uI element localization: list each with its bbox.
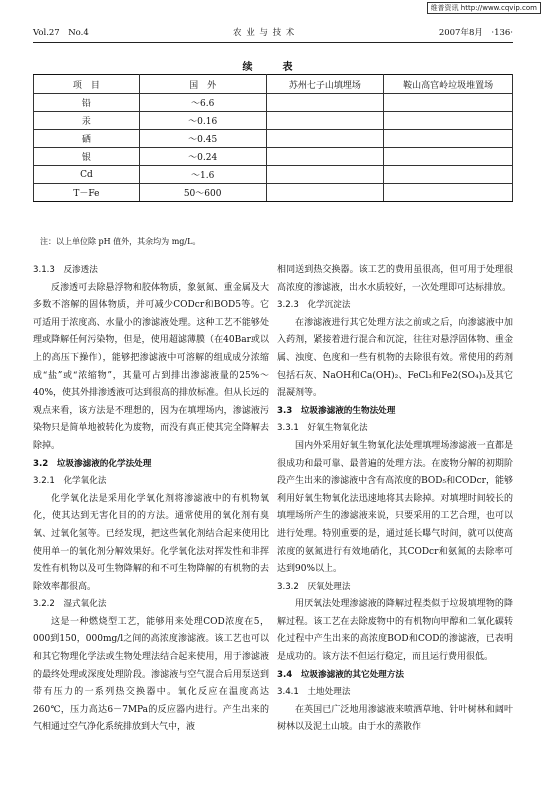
cell	[384, 112, 513, 130]
table-note: 注：以上单位除 pH 值外，其余均为 mg/L。	[40, 237, 201, 246]
table-row	[34, 166, 513, 184]
heading-3-1-3: 3.1.3 反渗透法	[33, 265, 98, 275]
heading-3-2-3: 3.2.3 化学沉淀法	[277, 300, 351, 311]
cell	[384, 130, 513, 148]
heading-3-4: 3.4 垃圾渗滤液的其它处理方法	[277, 669, 404, 680]
table-row	[34, 148, 513, 166]
cell: 铅	[34, 94, 140, 112]
cell: T－Fe	[34, 184, 140, 202]
right-column	[277, 262, 513, 737]
col-anshan: 鞍山高官岭垃圾堆置场	[384, 75, 513, 94]
heading-3-3-1: 3.3.1 好氧生物氧化法	[277, 423, 368, 434]
cell	[266, 94, 384, 112]
volume-label: Vol.27 No.4	[33, 28, 89, 38]
left-column	[33, 262, 269, 737]
paragraph-continued: 相同送到热交换器。该工艺的费用虽很高，但可用于处理很高浓度的渗滤液，出水水质较好，一次处理即可达标排放。	[277, 265, 513, 293]
table-row	[34, 112, 513, 130]
heading-3-2: 3.2 垃圾渗滤液的化学法处理	[33, 458, 152, 469]
cell	[266, 148, 384, 166]
cell: 汞	[34, 112, 140, 130]
heading-3-3: 3.3 垃圾渗滤液的生物法处理	[277, 405, 396, 416]
col-item: 项 目	[34, 75, 140, 94]
paragraph-reverse-osmosis: 反渗透可去除悬浮物和胶体物质，象氨氮、重金属及大多数不溶解的固体物质，并可减少CODcr和BOD5等。它可适用于浓度高、水量小的渗滤液处理。这种工艺不能够处理或降解任何污染物，但是，使用超滤薄膜（在40Bar或以上的高压下操作），能够把渗滤液中可溶解的组成成分浓缩成“盐”或“浓缩物”，其量可占到排出渗滤液量的25%～40%，使其外排渗透液可达到很高的排放标准。但从长远的观点来看，该方法是不理想的，因为在填埋场内，渗滤液污染物只是简单地被转化为废物，而没有真正使其完全降解去除掉。	[33, 282, 270, 451]
heading-3-3-2: 3.3.2 厌氧处理法	[277, 581, 351, 592]
cell	[266, 184, 384, 202]
cell: 银	[34, 148, 140, 166]
cell	[384, 94, 513, 112]
date-page-label: 2007年8月 ·136·	[438, 28, 513, 38]
paragraph-chemical-oxidation: 化学氧化法是采用化学氧化剂将渗滤液中的有机物氧化，使其达到无害化目的的方法。通常使用的氧化剂有臭氧、过氧化氢等。已经发现，把这些氧化剂结合起来使用比使用单一的氧化剂分解效果好。化学氧化法对挥发性和非挥发性有机物以及可生物降解的和不可生物降解的有机物的去除效率都很高。	[33, 493, 269, 592]
cell: ～1.6	[139, 166, 266, 184]
paragraph-anaerobic: 用厌氧法处理渗滤液的降解过程类似于垃圾填埋物的降解过程。该工艺在去除废物中的有机物向甲醇和二氧化碳转化过程中产生出来的高浓度BOD和COD的渗滤液，已表明是成功的。该方法不但运行稳定，而且运行费用很低。	[277, 599, 513, 663]
paragraph-chemical-precipitation: 在渗滤液进行其它处理方法之前或之后，向渗滤液中加入药剂，紧接着进行混合和沉淀，往往对悬浮固体物、重金属、浊度、色度和一些有机物的去除很有效。常使用的药剂包括石灰、NaOH和Ca(OH)₂、FeCl₃和Fe2(SO₄)₃及其它混凝剂等。	[277, 317, 513, 399]
cell: ～0.16	[139, 112, 266, 130]
heading-3-4-1: 3.4.1 土地处理法	[277, 687, 351, 698]
paragraph-aerobic: 国内外采用好氧生物氧化法处理填埋场渗滤液一直都是很成功和最可靠、最普遍的处理方法。在废物分解的初期阶段产生出来的渗滤液中含有高浓度的BOD₅和CODcr，能够利用好氧生物氧化法迅速地将其去除掉。对填埋时间较长的填埋场所产生的渗滤液来说，只要采用的工艺合理，也可以进行处理。特别重要的是，通过延长曝气时间，就可以使高浓度的氨氮进行有效地硝化，其CODcr和氨氮的去除率可达到90%以上。	[277, 440, 513, 575]
cell: 硒	[34, 130, 140, 148]
cell: Cd	[34, 166, 140, 184]
journal-title: 农 业 与 技 术	[233, 28, 296, 38]
heading-3-2-2: 3.2.2 湿式氧化法	[33, 599, 107, 610]
watermark-label: 维普资讯 http://www.cqvip.com	[427, 2, 541, 14]
cell: 50～600	[139, 184, 266, 202]
table-title: 续 表	[242, 62, 303, 73]
paragraph-wet-oxidation: 这是一种燃烧型工艺，能够用来处理COD浓度在5，000到150，000mg/l之间的高浓度渗滤液。该工艺也可以和其它物理化学法或生物处理法结合起来使用，用于渗滤液的最终处理或深度处理阶段。渗滤液与空气混合后用泵送到带有压力的一系列热交换器中。氧化反应在温度高达260℃，压力高达6－7MPa的反应器内进行。产生出来的气相通过空气净化系统排放到大气中，液	[33, 616, 269, 733]
cell: ～0.45	[139, 130, 266, 148]
table-row	[34, 184, 513, 202]
heading-3-2-1: 3.2.1 化学氧化法	[33, 476, 107, 487]
cell	[266, 130, 384, 148]
paragraph-land-treatment: 在英国已广泛地用渗滤液来喷洒草地、针叶树林和阔叶树林以及泥土山坡。由于水的蒸散作	[277, 704, 513, 733]
cell	[384, 166, 513, 184]
cell: ～6.6	[139, 94, 266, 112]
cell: ～0.24	[139, 148, 266, 166]
cell	[384, 148, 513, 166]
cell	[266, 166, 384, 184]
col-suzhou: 苏州七子山填埋场	[266, 75, 384, 94]
cell	[266, 112, 384, 130]
cell	[384, 184, 513, 202]
table-row	[34, 130, 513, 148]
header-rule	[33, 42, 513, 43]
running-header	[33, 26, 513, 40]
data-table	[33, 74, 513, 202]
col-abroad: 国 外	[139, 75, 266, 94]
table-header-row	[34, 75, 513, 94]
table-row	[34, 94, 513, 112]
